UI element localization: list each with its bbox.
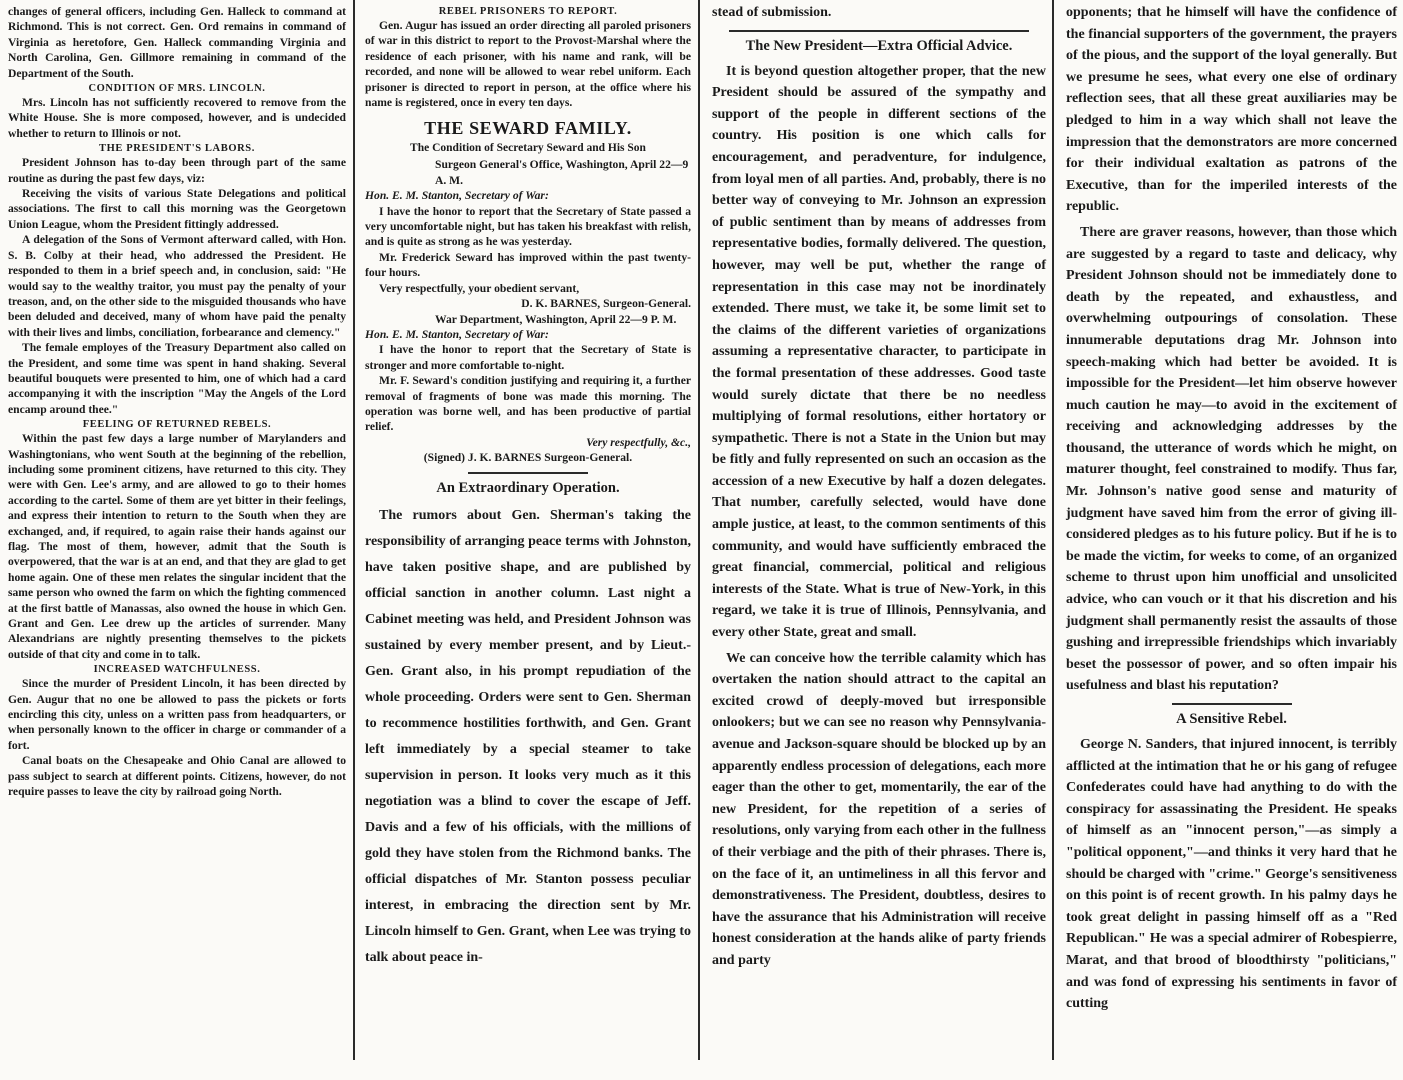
article-paragraph: Gen. Augur has issued an order directing all paroled prisoners of war in this district to report to the Provost-Marshal where the residence of each prisoner, with his name and rank, will be recorded, and none will be allowed to wear rebel uniform. Each prisoner is directed to report in person, at the office where his name is registered, once in every ten days. — [365, 19, 691, 110]
column-rule — [1052, 0, 1054, 1060]
article-paragraph: Since the murder of President Lincoln, it has been directed by Gen. Augur that no one be allowed to pass the pickets or forts encircling this city, unless on a written pass from headquarters, or when personally known to the officer in charge or commander of a fort. — [8, 677, 346, 752]
article-paragraph: We can conceive how the terrible calamity which has overtaken the nation should attract to the capital an excited crowd of deeply-moved but irresponsible onlookers; but we can see no reason why Pennsylvania-avenue and Jackson-square should be blocked up by an apparently endless procession of delegations, each more eager than the other to get, momentarily, the ear of the new President, for the repetition of a series of resolutions, only varying from each other in the fullness of their verbiage and the pith of their phrases. There is, on the face of it, an untimeliness in all this fervor and demonstrativeness. The President, doubtless, desires to have the assurance that his Administration will receive honest consideration at the hands alike of party friends and party — [712, 650, 1046, 968]
article-paragraph: Mr. Frederick Seward has improved within the past twenty-four hours. — [365, 250, 691, 280]
subheading: CONDITION OF MRS. LINCOLN. — [88, 83, 266, 95]
article-paragraph: Receiving the visits of various State Delegations and political associations. The first to call this morning was the Georgetown Union League, whom the President fittingly addressed. — [8, 187, 346, 231]
closing: Very respectfully, your obedient servant, — [379, 281, 580, 295]
article-paragraph: changes of general officers, including Gen. Halleck to command at Richmond. This is not correct. Gen. Ord remains in command of Virginia as heretofore, Gen. Halleck commanding Virginia and North Carolina, Gen. Gillmore remaining in command of the Department of the South. — [8, 5, 346, 80]
article-headline: THE SEWARD FAMILY. — [424, 118, 632, 139]
article-paragraph: There are graver reasons, however, than those which are suggested by a regard to taste and delicacy, why President Johnson should not be immediately done to death by the repeated, and exhaustless, and overwhelming outpourings of consolation. These innumerable deputations drag Mr. Johnson into speech-making which had better be avoided. It is impossible for the President—let him observe however much caution he may—to avoid in the excitement of receiving and acknowledging addresses by the thousand, the utterance of words which he might, on maturer thought, feel constrained to modify. Thus far, Mr. Johnson's native good sense and maturity of judgment have saved him from the error of giving ill-considered pledges as to his future policy. But if he is to be made the victim, for weeks to come, of an organized scheme to thrust upon him unofficial and unsolicited advice, who can vouch or it that his discretion and his judgment shall permanently resist the assaults of those gushing and irrepressible friendships which invariably beset the possessor of power, and so often impair his usefulness and blast his reputation? — [1066, 224, 1397, 694]
article-deck: The Condition of Secretary Seward and His Son — [410, 142, 646, 155]
article-paragraph: stead of submission. — [712, 5, 832, 20]
subheading: INCREASED WATCHFULNESS. — [93, 664, 261, 676]
article-paragraph: The rumors about Gen. Sherman's taking the responsibility of arranging peace terms with Johnston, have taken positive shape, and are published by official sanction in another column. Last night a Cabinet meeting was held, and President Johnson was sustained by every member present, and by Lieut.-Gen. Grant also, in his prompt repudiation of the whole proceeding. Orders were sent to Gen. Sherman to recommence hostilities forthwith, and Gen. Grant left immediately by a special steamer to take supervision in person. It looks very much as it this negotiation was a blind to cover the escape of Jeff. Davis and a few of his officials, with the millions of gold they have stolen from the Richmond banks. The official dispatches of Mr. Stanton possess peculiar interest, in embracing the direction sent by Mr. Lincoln himself to Gen. Grant, when Lee was trying to talk about peace in- — [365, 507, 691, 965]
dateline: Surgeon General's Office, Washington, April 22—9 A. M. — [435, 158, 689, 187]
article-paragraph: Within the past few days a large number of Marylanders and Washingtonians, who went South at the beginning of the rebellion, including some prominent citizens, have returned to this city. They were with Gen. Lee's army, and are allowed to go to their homes according to the cartel. Some of them are yet bitter in their feelings, and express their intention to return to the South when they are exchanged, and, if required, to again raise their hands against our flag. The most of them, however, admit that the South is overpowered, that the war is at an end, and that they are glad to get home again. One of these men relates the singular incident that the same person who owned the farm on which the fighting commenced at the first battle of Manassas, also owned the house in which Gen. Grant and Gen. Lee drew up the articles of surrender. Many Alexandrians are nightly presenting themselves to the pickets outside of that city and come in to talk. — [8, 432, 346, 661]
article-paragraph: I have the honor to report that the Secretary of State is stronger and more comfortable to-night. — [365, 343, 691, 372]
column-4 — [1056, 0, 1403, 1080]
article-paragraph: The female employes of the Treasury Department also called on the President, and some time was spent in hand shaking. Several beautiful bouquets were presented to him, one of which had a card accompanying it with the inscription "May the Angels of the Lord encamp around thee." — [8, 341, 346, 416]
article-paragraph: Mrs. Lincoln has not sufficiently recovered to remove from the White House. She is more composed, however, and is undecided whether to return to Illinois or not. — [8, 96, 346, 140]
article-paragraph: George N. Sanders, that injured innocent, is terribly afflicted at the intimation that he or his gang of refugee Confederates could have had anything to do with the conspiracy for assassinating the President. He speaks of himself as an "innocent person,"—as simply a "political opponent,"—and thinks it very hard that he should be charged with "crime." George's sensitiveness on this point is of recent growth. In his palmy days he took great delight in passing himself off as a "Red Republican." He was a special admirer of Robespierre, Marat, and that brood of bloodthirsty "politicians," and was fond of expressing his sentiments in favor of cutting — [1066, 737, 1397, 1012]
column-rule — [353, 0, 355, 1060]
subheading: FEELING OF RETURNED REBELS. — [82, 419, 272, 431]
article-paragraph: opponents; that he himself will have the confidence of the financial supporters of the government, the prayers of the pious, and the support of the loyal generally. But we presume he sees, what every one else of ordinary reflection sees, that all these great auxiliaries may be pledged to him in a way which shall not leave the impression that the demonstrators are more concerned for their individual exaltation as patrons of the Executive, than for the imperiled interests of the republic. — [1066, 5, 1397, 215]
article-paragraph: It is beyond question altogether proper, that the new President should be assured of the sympathy and support of the people in different sections of the country. His position is one which calls for encouragement, and peradventure, for indulgence, from loyal men of all parties. And, probably, there is no better way of conveying to Mr. Johnson an expression of public sentiment than by means of addresses from representative bodies, formally delivered. The question, however, may well be put, whether the range of representation in this case may not be inordinately extended. There must, we take it, be some limit set to the claims of the different varieties of organizations assuming a representative character, to participate in the formal presentation of these addresses. Good taste would surely dictate that there be no needless multiplying of formal resolutions, either hortatory or sympathetic. There is not a State in the Union but may be fitly and fully represented on such an occasion as the accession of a new Executive by half a dozen delegates. That number, carefully selected, would have done ample justice, at least, to the common sentiments of this community, and would have sufficiently embraced the great financial, commercial, political and religious interests of the State. What is true of New-York, in this regard, we take it is true of Illinois, Pennsylvania, and every other State, great and small. — [712, 63, 1046, 641]
divider — [1172, 703, 1292, 705]
column-3 — [702, 0, 1052, 1080]
column-rule — [698, 0, 700, 1060]
divider — [468, 472, 588, 474]
article-paragraph: Canal boats on the Chesapeake and Ohio Canal are allowed to pass subject to search at different points. Citizens, however, do not require passes to leave the city by railroad going North. — [8, 754, 346, 799]
closing: Very respectfully, &c., — [586, 435, 691, 449]
article-headline: An Extraordinary Operation. — [436, 479, 620, 496]
signature: (Signed) J. K. BARNES Surgeon-General. — [423, 451, 633, 465]
article-paragraph: I have the honor to report that the Secretary of State passed a very uncomfortable night, but has taken his breakfast with relish, and is quite as strong as he was yesterday. — [365, 204, 691, 249]
signature: D. K. BARNES, Surgeon-General. — [521, 297, 691, 311]
divider — [729, 30, 1029, 32]
column-1 — [0, 0, 352, 1080]
article-paragraph: A delegation of the Sons of Vermont afterward called, with Hon. S. B. Colby at their head, who addressed the President. He responded to them in a brief speech and, in conclusion, said: "He would say to the wealthy traitor, you must pay the penalty of your treason, and, on the other side to the misguided thousands who have been deluded and deceived, many of whom have paid the penalty with their lives and limbs, conciliation, forbearance and clemency." — [8, 233, 346, 339]
subheading: REBEL PRISONERS TO REPORT. — [438, 6, 618, 17]
salutation: Hon. E. M. Stanton, Secretary of War: — [365, 189, 549, 203]
article-headline: A Sensitive Rebel. — [1176, 711, 1287, 727]
dateline: War Department, Washington, April 22—9 P. M. — [435, 312, 677, 326]
article-paragraph: Mr. F. Seward's condition justifying and requiring it, a further removal of fragments of bone was made this morning. The operation was borne well, and has been productive of partial relief. — [365, 374, 691, 434]
article-paragraph: President Johnson has to-day been through part of the same routine as during the past few days, viz: — [8, 156, 346, 185]
column-2 — [357, 0, 697, 1080]
subheading: THE PRESIDENT'S LABORS. — [99, 143, 255, 155]
article-headline: The New President—Extra Official Advice. — [745, 37, 1013, 54]
salutation: Hon. E. M. Stanton, Secretary of War: — [365, 327, 549, 341]
